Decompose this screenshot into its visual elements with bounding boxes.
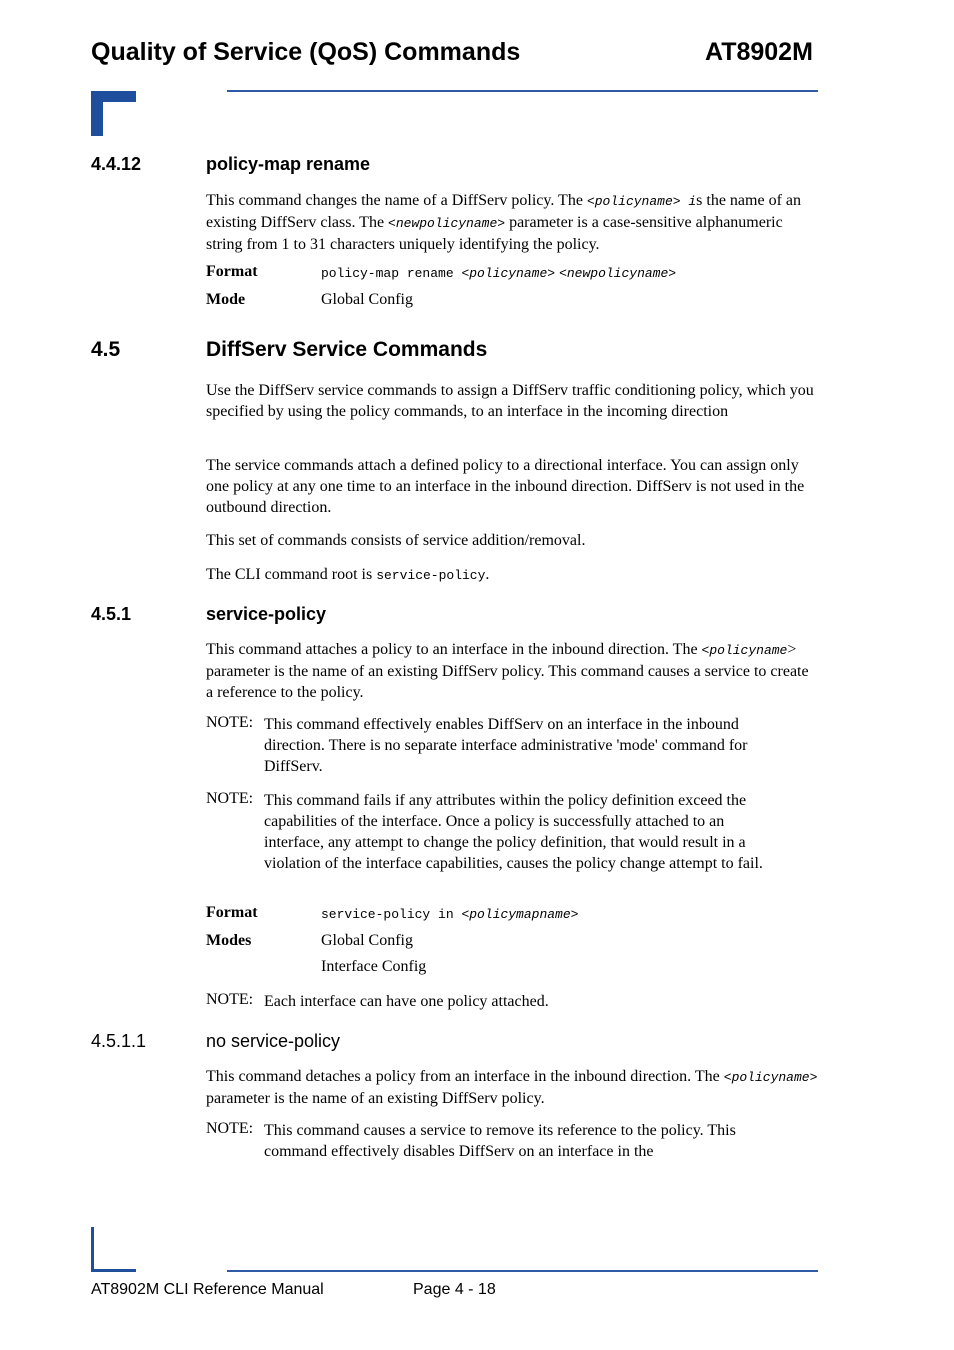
- format-label: Format: [206, 263, 258, 280]
- paragraph: The CLI command root is service-policy.: [206, 566, 490, 583]
- mode-value: Global Config: [321, 932, 413, 949]
- mode-value: Global Config: [321, 291, 413, 308]
- paragraph: This command attaches a policy to an interface in the inbound direction. The <policyname> parameter is the name of an existing DiffServ policy. This command causes a service to create a reference to the policy.: [206, 641, 809, 701]
- paragraph: The service commands attach a defined policy to a directional interface. You can assign only one policy at any one time to an interface in the inbound direction. DiffServ is not used in the outbound direction.: [206, 457, 805, 516]
- format-syntax: policy-map rename <policyname> <newpolicyname>: [321, 266, 677, 281]
- section-number-4-5-1-1: 4.5.1.1: [91, 1031, 147, 1051]
- paragraph: This command changes the name of a DiffServ policy. The <policyname> is the name of an existing DiffServ class. The <newpolicyname> parameter is a case-sensitive alphanumeric string from 1 to 31 characters uniquely identifying the policy.: [206, 192, 802, 253]
- corner-mark-top-v: [91, 91, 103, 136]
- note-text: This command effectively enables DiffServ on an interface in the inbound direction. There is no separate interface administrative 'mode' command for DiffServ.: [264, 716, 748, 775]
- note-text: This command fails if any attributes within the policy definition exceed the capabilities of the interface. Once a policy is successfully attached to an interface, any attempt to change the policy definition, that would result in a violation of the interface capabilities, causes the policy change attempt to fail.: [264, 792, 763, 872]
- paragraph: Use the DiffServ service commands to assign a DiffServ traffic conditioning policy, which you specified by using the policy commands, to an interface in the incoming direction: [206, 382, 814, 420]
- paragraph: This command detaches a policy from an interface in the inbound direction. The <policyname> parameter is the name of an existing DiffServ policy.: [206, 1068, 818, 1107]
- header-rule: [227, 90, 818, 92]
- section-number-4-4-12: 4.4.12: [91, 154, 142, 174]
- footer-rule: [227, 1270, 818, 1272]
- footer-manual-title: AT8902M CLI Reference Manual: [91, 1281, 324, 1298]
- section-title-service-policy: service-policy: [206, 604, 327, 624]
- section-title-diffserv-service-commands: DiffServ Service Commands: [206, 338, 488, 361]
- mode-label: Mode: [206, 291, 246, 308]
- header-product: AT8902M: [705, 38, 813, 66]
- note-label: NOTE:: [206, 991, 254, 1008]
- section-number-4-5-1: 4.5.1: [91, 604, 132, 624]
- header-title: Quality of Service (QoS) Commands: [91, 38, 521, 66]
- note-label: NOTE:: [206, 790, 254, 807]
- section-title-no-service-policy: no service-policy: [206, 1031, 341, 1051]
- modes-label: Modes: [206, 932, 252, 949]
- note-text: This command causes a service to remove its reference to the policy. This command effectively disables DiffServ on an interface in the: [264, 1122, 736, 1160]
- mode-value: Interface Config: [321, 958, 427, 975]
- corner-mark-bottom-h: [91, 1269, 136, 1272]
- section-title-policy-map-rename: policy-map rename: [206, 154, 371, 174]
- note-label: NOTE:: [206, 1120, 254, 1137]
- format-label: Format: [206, 904, 258, 921]
- footer-page-number: Page 4 - 18: [413, 1281, 496, 1298]
- note-text: Each interface can have one policy attached.: [264, 993, 549, 1010]
- paragraph: This set of commands consists of service addition/removal.: [206, 532, 586, 549]
- corner-mark-bottom-v: [91, 1227, 94, 1272]
- format-syntax: service-policy in <policymapname>: [321, 907, 579, 922]
- note-label: NOTE:: [206, 714, 254, 731]
- section-number-4-5: 4.5: [91, 338, 121, 361]
